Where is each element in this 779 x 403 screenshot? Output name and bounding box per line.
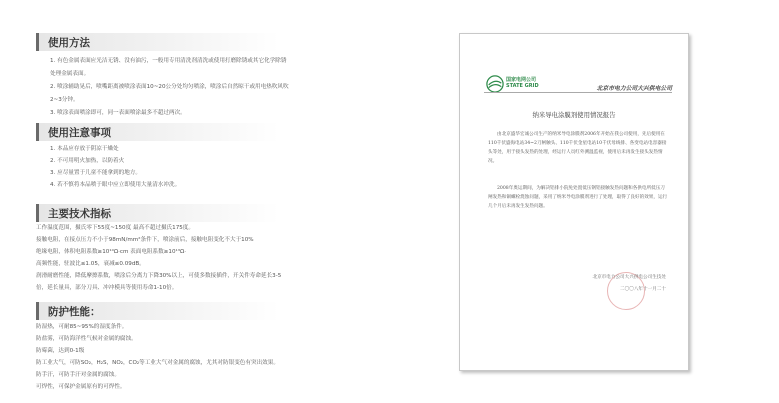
- signature-organization: 北京市电力公司大兴供电公司生技处: [592, 275, 666, 280]
- section-title: 使用注意事项: [48, 127, 111, 139]
- state-grid-logo-icon: [486, 75, 504, 93]
- text-line: 倍，延长量具，部分刀具、冲冲模具等使用寿命1-10倍。: [36, 285, 178, 291]
- text-line: 接触电阻，在接点压力不小于98mN/mm²条件下，喷涂前后，接触电阻变化不大于10%: [36, 237, 254, 243]
- text-line: 工作温度范围，摄氏零下55度~150度 最高不超过摄氏175度。: [36, 225, 194, 231]
- logo-text-en: STATE GRID: [506, 83, 539, 89]
- text-line: 绝缘电阻，体积电阻系数≥10¹⁰Ω·cm 表面电阻系数≥10¹³Ω·: [36, 249, 187, 255]
- text-line: 防工业大气，可防SO₂，H₂S，NO₂，CO₂等工业大气对金属的腐蚀，尤其对防银变色有突出效果。: [36, 360, 279, 366]
- usage-report-document: [459, 33, 689, 371]
- signature-date: 二〇〇八年十一月二十: [620, 287, 666, 292]
- text-line: 防湿热，可耐85~95%的湿度条件。: [36, 324, 128, 330]
- text-line: 2. 不可用明火加热，以防着火: [50, 158, 125, 164]
- text-line: 防霉菌，达到0-1级: [36, 348, 85, 354]
- text-line: 3. 应尽量置于儿童不能拿到的地方。: [50, 170, 142, 176]
- text-line: 可焊性，可保护金属原有的可焊性。: [36, 384, 126, 390]
- section-title: 主要技术指标: [48, 208, 111, 220]
- document-paragraph: 2008年奥运期间，为解决铝排小院免处置低压钢铝接触发热问题和各供电所低压刀闸发热和铜螺栓烧蚀问题，采用了纳米导电涂膜剂进行了处理，取得了良好的效果，运行几个月后未再发生发热问题。: [488, 186, 668, 209]
- section-heading-specs: [36, 204, 279, 222]
- logo-text: [506, 77, 539, 89]
- text-line: 2~3分钟。: [50, 97, 79, 103]
- section-heading-protection: [36, 302, 279, 320]
- document-title: 纳米导电涂膜剂使用情况报告: [532, 111, 616, 119]
- text-line: 1. 有色金属表面应光洁无锈、没有油污，一般用专用清洗剂清洗或使用打磨除锈或其它化学除锈: [50, 58, 287, 64]
- text-line: 4. 若不慎将本品喷于眼中应立即使用大量清水冲洗。: [50, 182, 181, 188]
- text-line: 2. 喷涂辅助晃后，喷嘴距离被喷涂表面10~20公分处均匀喷涂，喷涂后自然晾干或用电热吹风吹: [50, 84, 289, 90]
- section-heading-precautions: [36, 123, 279, 141]
- section-heading-usage: [36, 33, 279, 51]
- document-paragraph: 由北京盛华宏诚公司生产的纳米导电涂膜剂2006年开始在我公司使用，先后使用在110千伏盛海电站34~2刀闸触头、110千伏金星电站10千伏母线排、各变电站电容器接头等处，用于接头发热的处理，经运行人员红外测温监视，使用后未再发生接头发热情况。: [488, 132, 667, 164]
- text-line: 防手汗，可防手汗对金属的腐蚀。: [36, 372, 120, 378]
- text-line: 处理金属表面。: [50, 71, 90, 77]
- section-title: 防护性能：: [48, 306, 101, 318]
- text-line: 1. 本品应存放于阴凉干燥处: [50, 146, 119, 152]
- text-line: 3. 喷涂表面喷涂即可，同一表面喷涂最多不超过两次。: [50, 110, 186, 116]
- text-line: 润滑耐磨性能，降低摩擦系数，喷涂后分离力下降30%以上，可使多数接插件，开关件寿命延长3-5: [36, 273, 282, 279]
- text-line: 高频性能，驻波比≤1.05，衰减≤0.09dB。: [36, 261, 145, 267]
- logo-text-cn: 国家电网公司: [506, 77, 537, 83]
- company-header: 北京市电力公司大兴供电公司: [596, 86, 672, 92]
- section-title: 使用方法: [48, 37, 90, 49]
- header-divider: [484, 92, 672, 93]
- text-line: 防盐雾，可防海洋性气候对金属的腐蚀。: [36, 336, 137, 342]
